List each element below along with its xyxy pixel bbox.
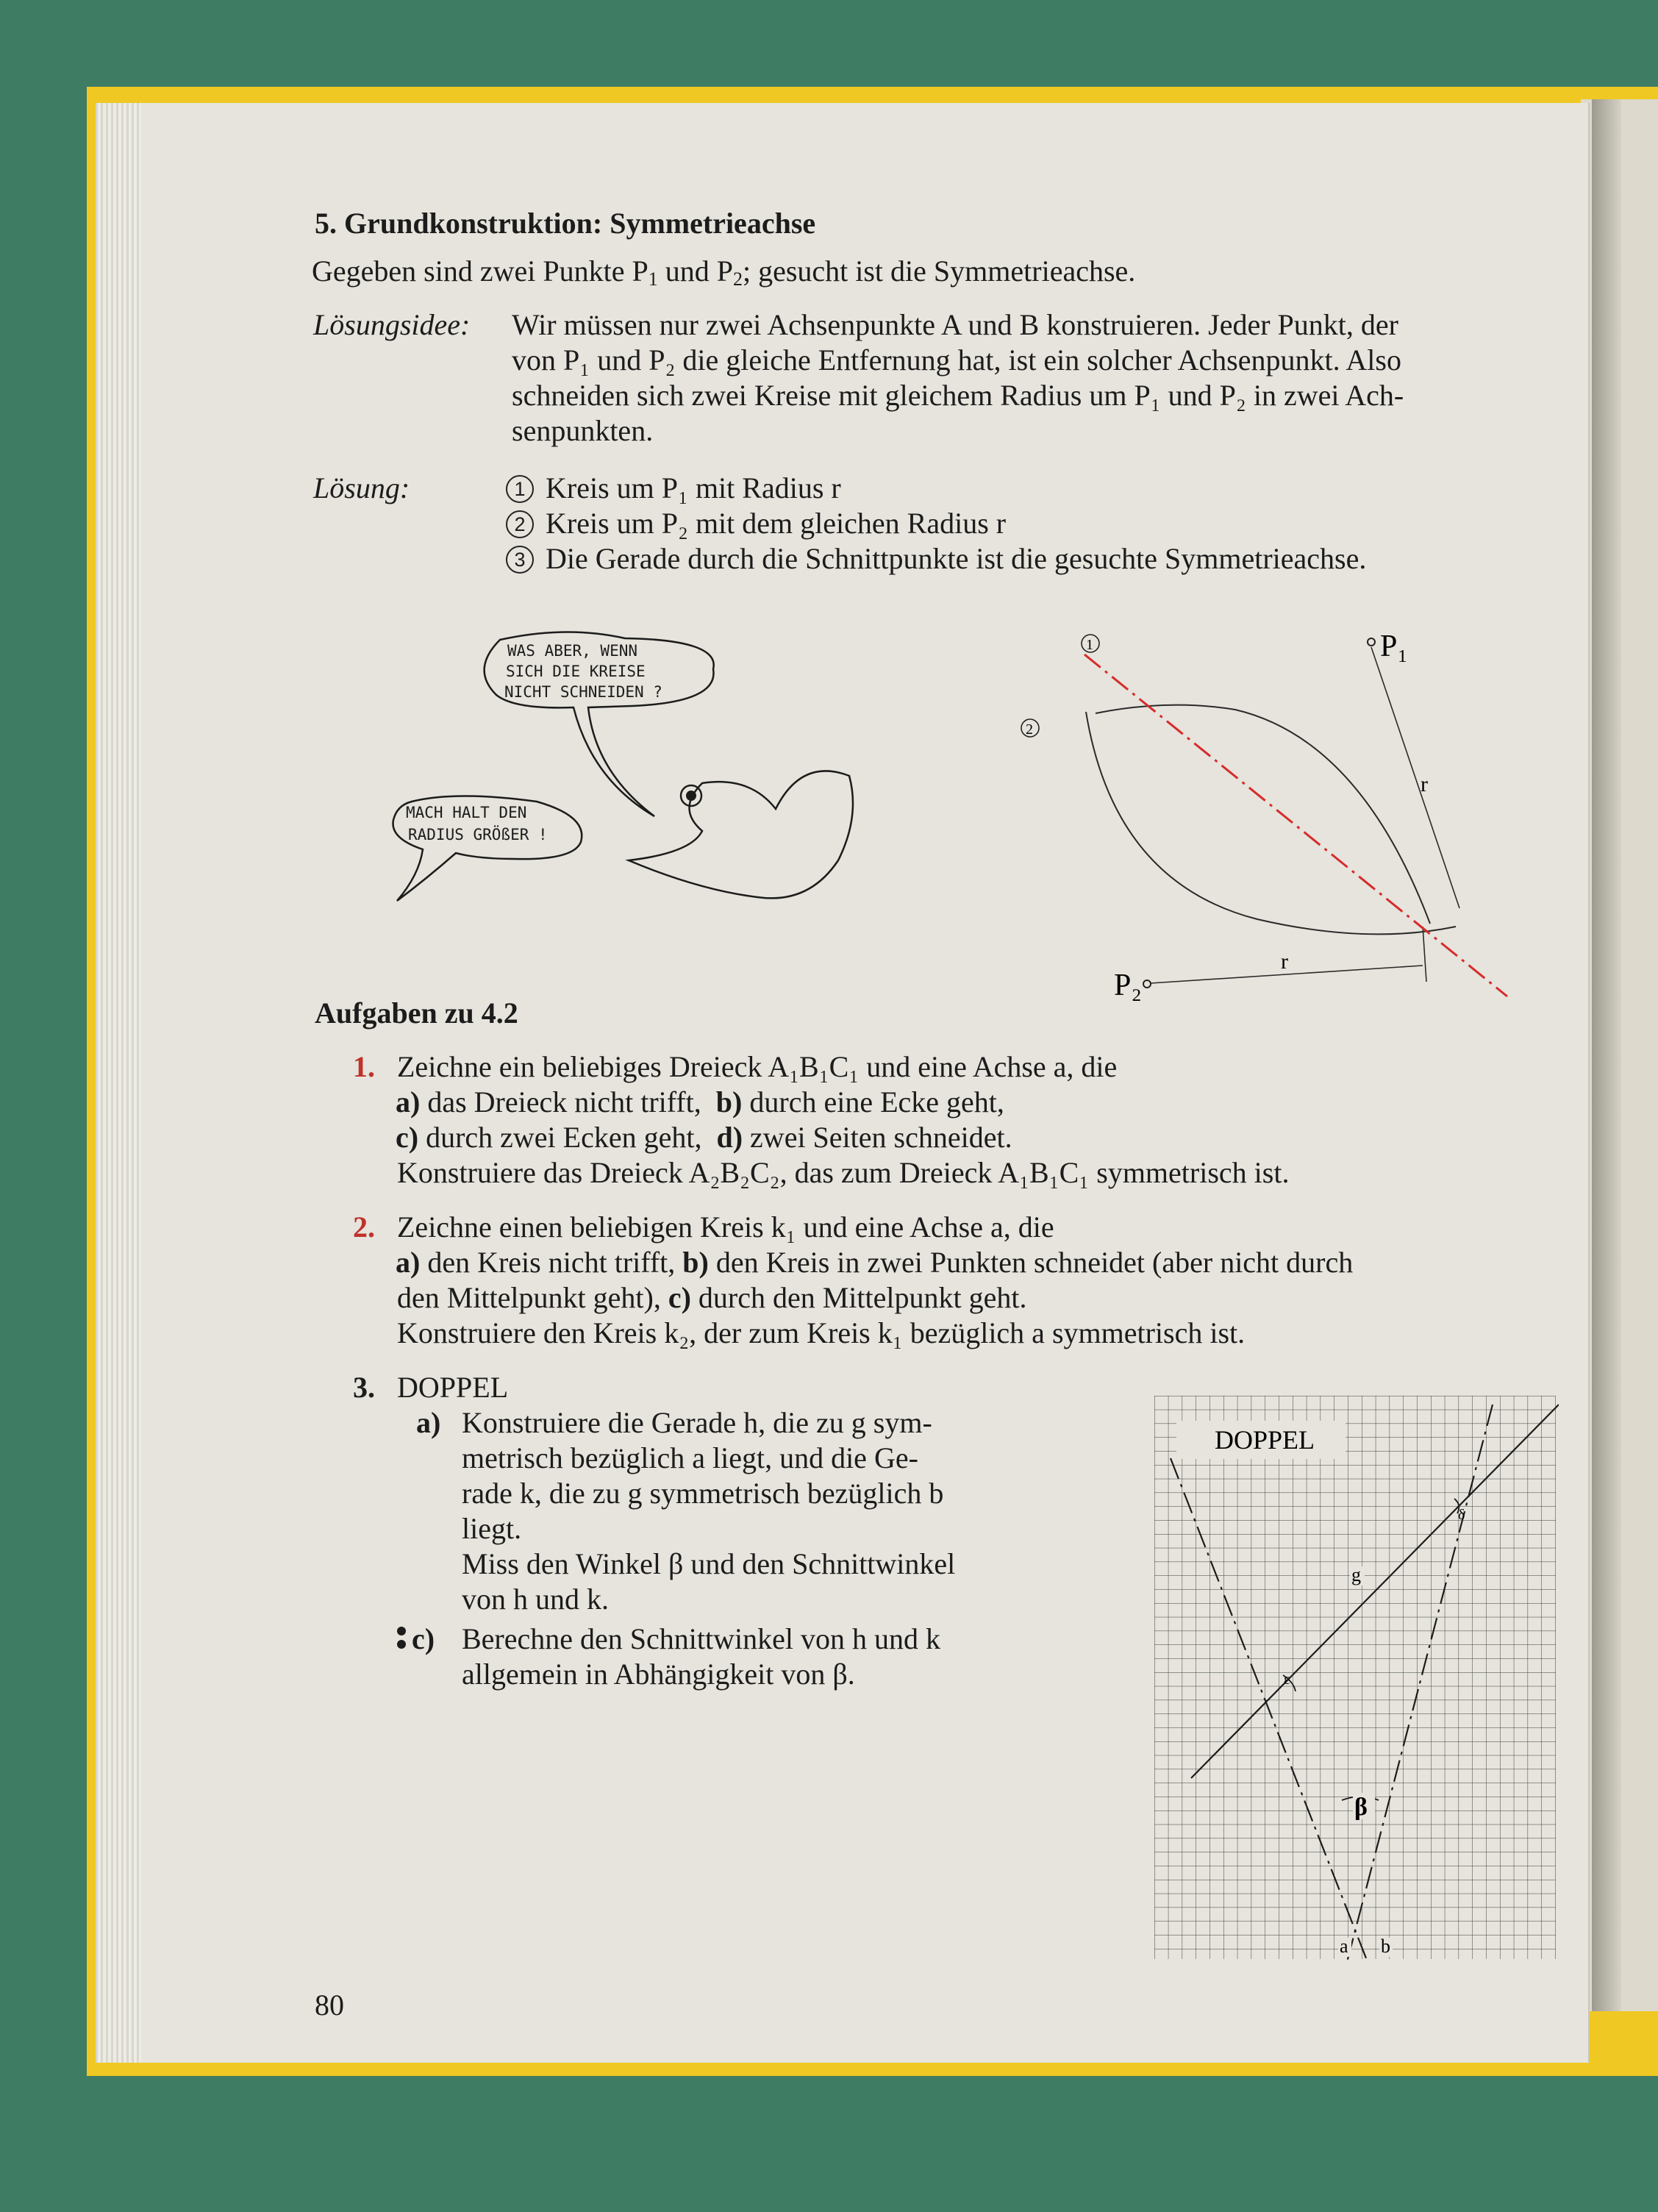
task3-a-line-3: rade k, die zu g symmetrisch bezüglich b — [462, 1477, 944, 1510]
bubble1-line-1: WAS ABER, WENN — [507, 642, 638, 660]
label-beta: β — [1354, 1794, 1368, 1821]
mark-1: 1 — [1086, 637, 1093, 653]
arc-around-p2 — [1096, 705, 1430, 924]
idea-label: Lösungsidee: — [313, 308, 471, 341]
cartoon-creature — [629, 771, 853, 898]
step-number-1: 1 — [506, 475, 534, 503]
task3-c-label: c) — [412, 1622, 435, 1655]
task3-a-label: a) — [416, 1406, 441, 1439]
label-r-2: r — [1281, 949, 1288, 974]
task3-title: DOPPEL — [397, 1371, 509, 1404]
task2-line-4: Konstruiere den Kreis k₂, der zum Kreis k₁ bezüglich a symmetrisch ist. — [397, 1316, 1246, 1349]
task3-number: 3. — [353, 1371, 375, 1404]
bubble1-line-2: SICH DIE KREISE — [506, 663, 646, 680]
idea-line-1: Wir müssen nur zwei Achsenpunkte A und B konstruieren. Jeder Punkt, der — [512, 308, 1398, 341]
task2-line-2: a) den Kreis nicht trifft, b) den Kreis in zwei Punkten schneidet (aber nicht durch — [396, 1246, 1354, 1279]
label-g: g — [1351, 1564, 1361, 1585]
task1-number: 1. — [353, 1050, 375, 1083]
label-p1: P₁ — [1380, 629, 1409, 663]
mark-2: 2 — [1026, 721, 1033, 738]
task3-a-line-6: von h und k. — [462, 1583, 609, 1616]
task3-a-line-4: liegt. — [462, 1512, 522, 1545]
gutter-shadow — [1592, 99, 1621, 2011]
grid-paper — [1154, 1396, 1556, 1959]
idea-line-3: schneiden sich zwei Kreise mit gleichem Radius um P₁ und P₂ in zwei Ach- — [512, 379, 1404, 412]
task1-line-1: Zeichne ein beliebiges Dreieck A₁B₁C₁ und eine Achse a, die — [397, 1050, 1118, 1083]
task2-line-3: den Mittelpunkt geht), c) durch den Mittelpunkt geht. — [397, 1281, 1027, 1314]
arc-around-p1 — [1086, 712, 1456, 934]
solution-label: Lösung: — [313, 471, 410, 504]
task2-line-1: Zeichne einen beliebigen Kreis k₁ und eine Achse a, die — [397, 1210, 1054, 1244]
task3-a-line-5: Miss den Winkel β und den Schnittwinkel — [462, 1547, 956, 1580]
task3-a-line-2: metrisch bezüglich a liegt, und die Ge- — [462, 1441, 918, 1474]
label-p2: P₂ — [1114, 968, 1143, 1002]
given-sentence: Gegeben sind zwei Punkte $P_1$ und $P_2$; gesucht ist die Symmetrieachse. — [312, 254, 1136, 290]
point-p2 — [1143, 980, 1151, 988]
creature-pupil — [686, 791, 696, 801]
task1-line-2: a) das Dreieck nicht trifft, b) durch eine Ecke geht, — [396, 1085, 1004, 1119]
bubble2-line-2: RADIUS GRÖßER ! — [408, 826, 548, 843]
task1-line-4: Konstruiere das Dreieck A₂B₂C₂, das zum Dreieck A₁B₁C₁ symmetrisch ist. — [397, 1156, 1290, 1189]
label-r-1: r — [1421, 772, 1428, 796]
step-number-2: 2 — [506, 510, 534, 538]
label-delta: δ — [1458, 1507, 1465, 1523]
grid-title: DOPPEL — [1214, 1425, 1315, 1455]
radius-line-p1 — [1371, 647, 1459, 908]
symmetry-axis — [1085, 654, 1507, 996]
solution-step-3: 3 Die Gerade durch die Schnittpunkte ist die gesuchte Symmetrieachse. — [506, 541, 1366, 577]
page-stack-edges — [96, 103, 141, 2063]
bubble2-line-1: MACH HALT DEN — [406, 804, 527, 821]
task1-line-3: c) durch zwei Ecken geht, d) zwei Seiten schneidet. — [396, 1121, 1012, 1154]
label-a: a — [1340, 1936, 1348, 1957]
task3-c-line-2: allgemein in Abhängigkeit von β. — [462, 1658, 855, 1691]
solution-step-1: 1 Kreis um P₁ mit Radius r — [506, 471, 841, 506]
tasks-heading: Aufgaben zu 4.2 — [315, 996, 518, 1030]
difficulty-dots-icon — [397, 1627, 407, 1652]
construction-figure — [1000, 618, 1559, 1015]
doppel-grid-figure — [1154, 1396, 1559, 1962]
label-b: b — [1381, 1936, 1390, 1957]
solution-step-2: 2 Kreis um P₂ mit dem gleichen Radius r — [506, 506, 1006, 541]
idea-line-2: von P₁ und P₂ die gleiche Entfernung hat, ist ein solcher Achsenpunkt. Also — [512, 343, 1401, 377]
page-number: 80 — [315, 1988, 344, 2022]
label-epsilon: ε — [1284, 1672, 1290, 1688]
point-p1 — [1368, 638, 1375, 646]
bubble1-line-3: NICHT SCHNEIDEN ? — [504, 683, 662, 701]
task3-a-line-1: Konstruiere die Gerade h, die zu g sym- — [462, 1406, 932, 1439]
section-title: 5. Grundkonstruktion: Symmetrieachse — [315, 207, 816, 240]
step-number-3: 3 — [506, 546, 534, 574]
task3-c-line-1: Berechne den Schnittwinkel von h und k — [462, 1622, 940, 1655]
idea-line-4: senpunkten. — [512, 414, 654, 447]
task2-number: 2. — [353, 1210, 375, 1244]
tick-line — [1423, 927, 1426, 982]
